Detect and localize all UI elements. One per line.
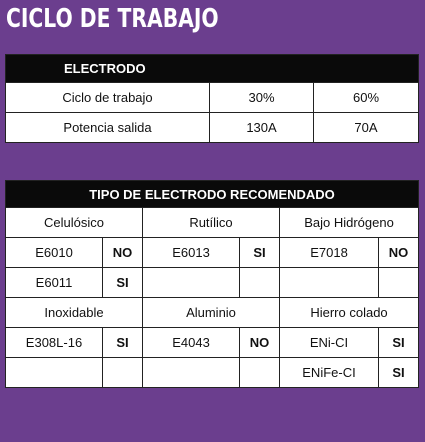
recommended-flag: NO <box>379 238 419 268</box>
electrode-code: ENiFe-CI <box>280 358 379 388</box>
group-label: Hierro colado <box>280 298 419 328</box>
empty-cell <box>379 268 419 298</box>
recommended-flag: NO <box>103 238 143 268</box>
electrode-code: E6010 <box>6 238 103 268</box>
table-row <box>6 268 419 298</box>
cell-value: 30% <box>210 83 314 113</box>
recommended-flag: SI <box>103 268 143 298</box>
recommended-flag: SI <box>379 358 419 388</box>
electrode-table-header: TIPO DE ELECTRODO RECOMENDADO <box>6 181 419 208</box>
row-label: Ciclo de trabajo <box>6 83 210 113</box>
recommended-flag: NO <box>240 328 280 358</box>
electrode-code: ENi-CI <box>280 328 379 358</box>
group-label: Celulósico <box>6 208 143 238</box>
table-header-row <box>6 55 419 83</box>
table-header-row <box>6 181 419 208</box>
group-label: Aluminio <box>143 298 280 328</box>
electrode-code: E7018 <box>280 238 379 268</box>
electrode-code: E308L-16 <box>6 328 103 358</box>
cell-value: 130A <box>210 113 314 143</box>
table-row <box>6 358 419 388</box>
electrode-type-table <box>5 180 419 388</box>
electrode-code: E6011 <box>6 268 103 298</box>
cell-value: 70A <box>314 113 419 143</box>
empty-cell <box>143 268 240 298</box>
empty-cell <box>240 268 280 298</box>
group-label: Inoxidable <box>6 298 143 328</box>
electrode-code: E6013 <box>143 238 240 268</box>
empty-cell <box>143 358 240 388</box>
group-row <box>6 298 419 328</box>
electrode-code: E4043 <box>143 328 240 358</box>
empty-cell <box>103 358 143 388</box>
recommended-flag: SI <box>240 238 280 268</box>
empty-cell <box>280 268 379 298</box>
group-row <box>6 208 419 238</box>
cell-value: 60% <box>314 83 419 113</box>
table-row <box>6 113 419 143</box>
duty-cycle-table <box>5 54 419 143</box>
page-title: CICLO DE TRABAJO <box>6 4 219 34</box>
group-label: Bajo Hidrógeno <box>280 208 419 238</box>
table-row <box>6 238 419 268</box>
empty-cell <box>6 358 103 388</box>
table-row <box>6 83 419 113</box>
empty-cell <box>240 358 280 388</box>
table-row <box>6 328 419 358</box>
group-label: Rutílico <box>143 208 280 238</box>
row-label: Potencia salida <box>6 113 210 143</box>
duty-table-header: ELECTRODO <box>6 55 419 83</box>
recommended-flag: SI <box>103 328 143 358</box>
recommended-flag: SI <box>379 328 419 358</box>
